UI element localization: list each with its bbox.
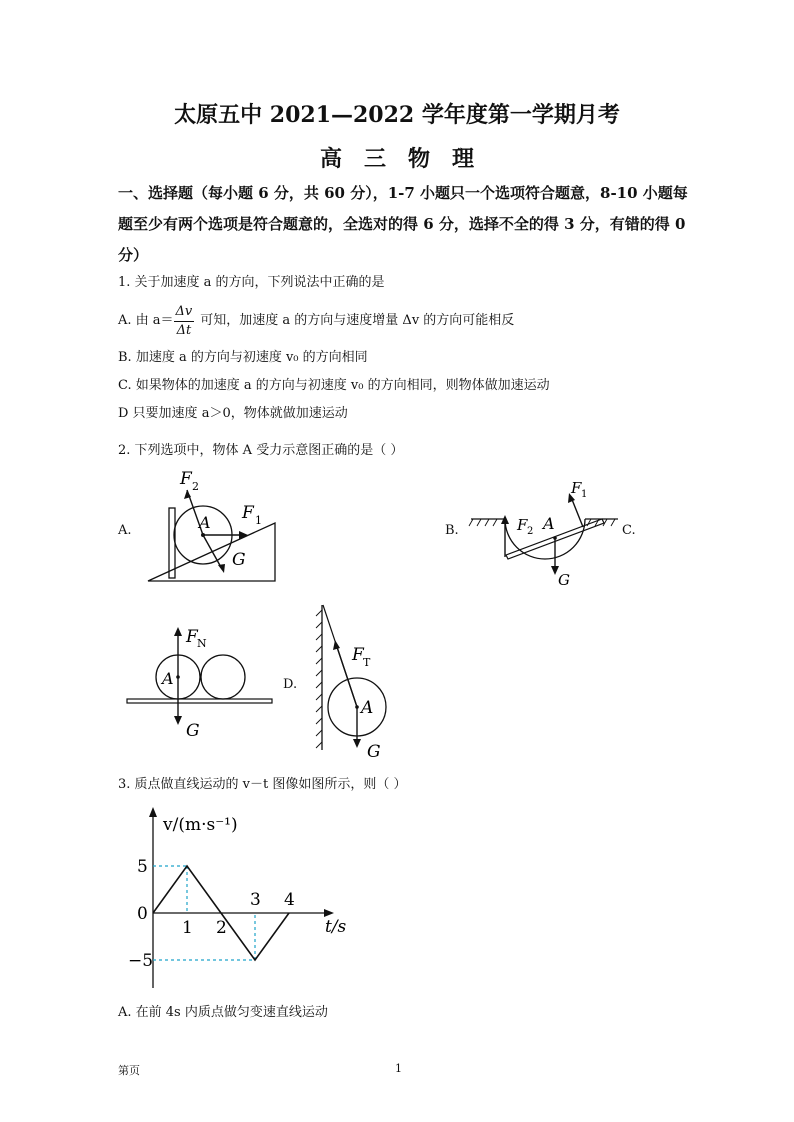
figure-c-body-label: A [162, 669, 174, 688]
q1-option-d: D 只要加速度 a＞0，物体就做加速运动 [118, 406, 348, 421]
figure-a-body-label: A [199, 513, 211, 532]
figure-b-g-label: G [558, 571, 570, 589]
figure-a-incline [148, 523, 275, 581]
figure-c-g-arrowhead [174, 716, 182, 725]
q1-option-a [118, 303, 514, 339]
vt-chart-xlabel: t/s [325, 917, 347, 937]
figure-c-fn-sub: N [197, 637, 207, 650]
figure-a-g-label: G [232, 550, 246, 570]
q3-stem: 3. 质点做直线运动的 v－t 图像如图所示，则（ ） [118, 777, 407, 792]
figure-d [308, 600, 400, 762]
figure-b-f1-label: F [571, 479, 582, 497]
vt-chart-xtick-label: 1 [182, 918, 193, 938]
figure-a-f2-sub: 2 [192, 480, 199, 493]
vt-chart-ylabel: v/(m·s⁻¹) [163, 815, 238, 835]
vt-chart-x-arrowhead [324, 909, 334, 917]
figure-c-fn-arrowhead [174, 627, 182, 636]
figure-a-f1-label: F [242, 503, 254, 523]
vt-chart-xtick-label: 3 [250, 890, 261, 910]
q2-label-b: B. [445, 523, 459, 538]
q1-option-a-suffix: 可知，加速度 a 的方向与速度增量 Δv 的方向可能相反 [200, 313, 515, 328]
figure-d-hatching [316, 610, 322, 748]
figure-a-g-arrowhead [218, 564, 225, 573]
figure-c-plank [127, 699, 272, 703]
section-heading: 一、选择题（每小题 6 分，共 60 分），1-7 小题只一个选项符合题意，8-10 小题每题至少有两个选项是符合题意的，全选对的得 6 分，选择不全的得 3 分，有错的得 0 分） [118, 184, 688, 264]
q1-fraction-denominator: Δt [176, 322, 192, 338]
vt-chart-xtick-label: 2 [216, 918, 227, 938]
vt-chart [128, 800, 358, 995]
figure-d-ft-label: F [352, 645, 364, 665]
figure-d-ft-arrowhead [333, 640, 340, 650]
vt-chart-ytick-label: 0 [137, 904, 148, 924]
figure-a-f1-sub: 1 [255, 514, 262, 527]
figure-c-sphere-b [201, 655, 245, 699]
figure-d-g-arrowhead [353, 739, 361, 748]
figure-d-g-label: G [367, 742, 381, 762]
figure-a-f2-label: F [180, 469, 192, 489]
q2-label-d: D. [283, 677, 298, 692]
vt-chart-xtick-label: 4 [284, 890, 295, 910]
figure-d-ft-sub: T [363, 656, 371, 669]
q1-option-b: B. 加速度 a 的方向与初速度 v₀ 的方向相同 [118, 350, 368, 365]
figure-b [463, 475, 623, 590]
q1-fraction-numerator: Δv [174, 303, 195, 322]
figure-b-f1-arrow [571, 497, 583, 527]
figure-b-body-label: A [543, 514, 555, 533]
page-subtitle: 高三物理 [319, 146, 496, 172]
footer-page-number: 1 [395, 1062, 402, 1075]
q1-stem: 1. 关于加速度 a 的方向，下列说法中正确的是 [118, 275, 385, 290]
vt-chart-y-arrowhead [149, 807, 157, 817]
figure-d-body-label: A [361, 698, 374, 718]
figure-c-g-label: G [186, 721, 200, 741]
figure-b-f1-sub: 1 [581, 489, 588, 500]
figure-c [122, 622, 277, 747]
figure-b-f2-sub: 2 [527, 526, 534, 537]
q1-option-c: C. 如果物体的加速度 a 的方向与初速度 v₀ 的方向相同，则物体做加速运动 [118, 378, 550, 393]
figure-b-f2-label: F [517, 516, 528, 534]
figure-c-fn-label: F [186, 627, 198, 647]
vt-chart-ytick-label: 5 [137, 857, 148, 877]
q2-stem: 2. 下列选项中，物体 A 受力示意图正确的是（ ） [118, 443, 404, 458]
vt-chart-ytick-label: −5 [128, 951, 154, 971]
q2-label-a: A. [118, 523, 132, 538]
q1-fraction [174, 303, 195, 340]
figure-a [140, 468, 285, 586]
footer-left: 第页 [118, 1064, 140, 1077]
figure-a-wall [169, 508, 175, 578]
q2-label-c: C. [622, 523, 636, 538]
page-title: 太原五中 2021—2022 学年度第一学期月考 [174, 102, 620, 128]
q1-option-a-prefix: A. 由 a＝ [118, 313, 174, 328]
q3-option-a: A. 在前 4s 内质点做匀变速直线运动 [118, 1005, 328, 1020]
